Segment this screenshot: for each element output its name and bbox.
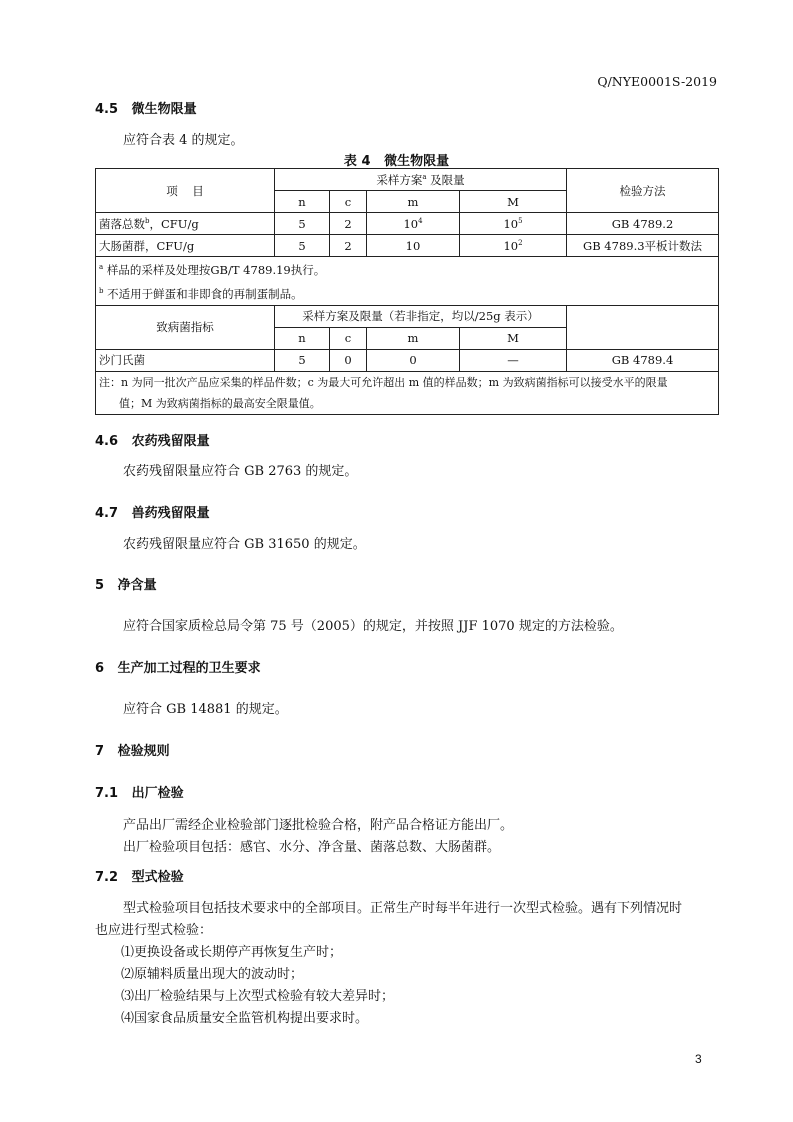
section-4-6-text: 农药残留限量应符合 GB 2763 的规定。 <box>123 464 358 479</box>
table-row: 沙门氏菌 5 0 0 — GB 4789.4 <box>96 349 719 371</box>
header-plan: 采样方案$^a$ 及限量 <box>275 169 567 191</box>
col-n: n <box>275 191 330 213</box>
page-number: 3 <box>695 1052 702 1066</box>
section-7-1-line: 出厂检验项目包括：感官、水分、净含量、菌落总数、大肠菌群。 <box>123 840 501 855</box>
table-footnotes: $^a$ 样品的采样及处理按GB/T 4789.19执行。 $^b$ 不适用于鲜蛋和非即食的再制蛋制品。 <box>96 257 719 306</box>
microbial-limits-table: 项 目 采样方案$^a$ 及限量 检验方法 n c m M 菌落总数$^b$，CFU/g 5 2 $10^4$ $10^5$ GB 4789.2 大肠菌群，CFU/g 5 2 10 $10^2$ GB 4789.3平板计数法 $^a$ 样品的采样及处理按GB/T 4789.19执行。 $^b$ 不适用于鲜蛋和非即食的再制蛋制品。 致病菌指标 采样方案及限量（若非指定，均以/25g 表示） n c m M 沙门氏菌 5 0 0 — GB 4789.4 注：n 为同一批次产品应采集的样品件数；c 为最大可允许超出 m 值的样品数；m 为致病菌指标可以接受水平的限量 值；M 为致病菌指标的最高安全限量值。 <box>95 168 719 415</box>
section-7-1-line: 产品出厂需经企业检验部门逐批检验合格，附产品合格证方能出厂。 <box>123 818 514 833</box>
list-item: ⑵原辅料质量出现大的波动时； <box>121 967 304 982</box>
header-item: 项 目 <box>96 169 275 213</box>
section-7-1-heading: 7.1 出厂检验 <box>95 786 184 801</box>
col-c: c <box>330 191 367 213</box>
table-row: 大肠菌群，CFU/g 5 2 10 $10^2$ GB 4789.3平板计数法 <box>96 235 719 257</box>
section-7-2-heading: 7.2 型式检验 <box>95 870 184 885</box>
section-5-heading: 5 净含量 <box>95 578 157 593</box>
header-method: 检验方法 <box>567 169 719 213</box>
section-4-7-heading: 4.7 兽药残留限量 <box>95 506 210 521</box>
list-item: ⑷国家食品质量安全监管机构提出要求时。 <box>121 1011 369 1026</box>
section-7-2-line: 也应进行型式检验： <box>95 923 213 938</box>
section-4-5-heading: 4.5 微生物限量 <box>95 102 197 117</box>
header-plan-2: 采样方案及限量（若非指定，均以/25g 表示） <box>275 305 567 327</box>
table-note: 注：n 为同一批次产品应采集的样品件数；c 为最大可允许超出 m 值的样品数；m 为致病菌指标可以接受水平的限量 值；M 为致病菌指标的最高安全限量值。 <box>96 371 719 414</box>
doc-id: Q/NYE0001S-2019 <box>597 74 717 89</box>
section-4-5-text: 应符合表 4 的规定。 <box>123 133 244 148</box>
table-caption: 表 4 微生物限量 <box>343 154 450 169</box>
list-item: ⑴更换设备或长期停产再恢复生产时； <box>121 945 343 960</box>
section-6-heading: 6 生产加工过程的卫生要求 <box>95 661 261 676</box>
section-7-heading: 7 检验规则 <box>95 744 170 759</box>
section-5-text: 应符合国家质检总局令第 75 号（2005）的规定，并按照 JJF 1070 规定的方法检验。 <box>123 619 623 634</box>
list-item: ⑶出厂检验结果与上次型式检验有较大差异时； <box>121 989 395 1004</box>
col-M: M <box>460 191 567 213</box>
section-6-text: 应符合 GB 14881 的规定。 <box>123 702 288 717</box>
header-pathogen: 致病菌指标 <box>96 305 275 349</box>
section-4-6-heading: 4.6 农药残留限量 <box>95 434 210 449</box>
table-row: 菌落总数$^b$，CFU/g 5 2 $10^4$ $10^5$ GB 4789.2 <box>96 213 719 235</box>
section-4-7-text: 农药残留限量应符合 GB 31650 的规定。 <box>123 537 366 552</box>
section-7-2-line: 型式检验项目包括技术要求中的全部项目。正常生产时每半年进行一次型式检验。遇有下列情况时 <box>123 901 683 916</box>
col-m: m <box>367 191 460 213</box>
